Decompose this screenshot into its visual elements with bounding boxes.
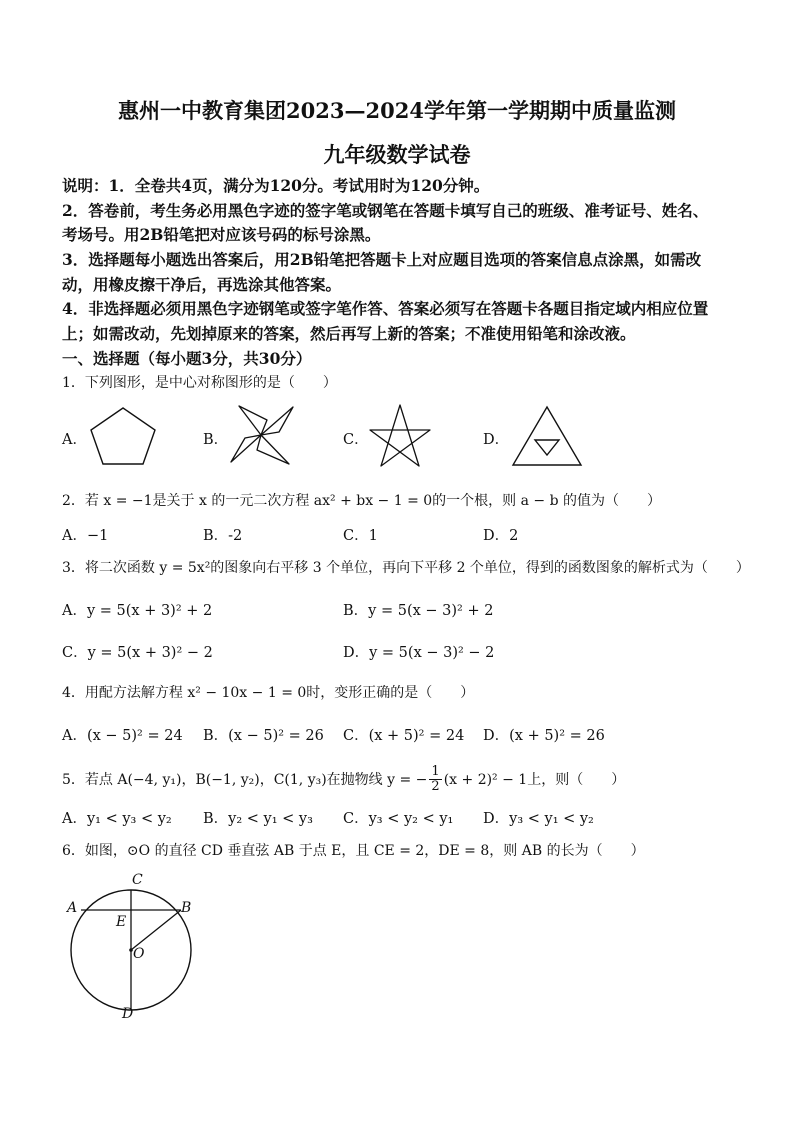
exam-subtitle: 九年级数学试卷: [323, 142, 471, 167]
triangle-in-triangle-icon: [511, 404, 583, 468]
q3-option-a: A．y = 5(x + 3)² + 2: [62, 603, 213, 619]
pinwheel-icon: [227, 402, 297, 468]
q4-option-a: A．(x − 5)² = 24: [62, 728, 183, 744]
label-d: D: [122, 1006, 134, 1022]
q1-option-b-label: B．: [203, 432, 229, 448]
question-4-stem: 4．用配方法解方程 x² − 10x − 1 = 0时，变形正确的是（ ）: [62, 685, 475, 701]
instruction-line: 考场号。用2B铅笔把对应该号码的标号涂黑。: [62, 225, 381, 244]
star-icon: [366, 403, 434, 469]
circle-diagram: [62, 868, 202, 1023]
q5-option-b: B．y₂ < y₁ < y₃: [203, 811, 313, 827]
q5-fraction: [429, 765, 441, 793]
section-heading: 一、选择题（每小题3分，共30分）: [62, 349, 312, 368]
q3-option-c: C．y = 5(x + 3)² − 2: [62, 645, 213, 661]
instruction-line: 2．答卷前，考生务必用黑色字迹的签字笔或钢笔在答题卡填写自己的班级、准考证号、姓名、: [62, 201, 709, 220]
q5-fraction-numerator: 1: [431, 764, 440, 779]
q5-option-a: A．y₁ < y₃ < y₂: [62, 811, 172, 827]
label-o: O: [133, 946, 145, 962]
instruction-line: 4．非选择题必须用黑色字迹钢笔或签字笔作答、答案必须写在答题卡各题目指定域内相应位置: [62, 299, 709, 318]
question-6-stem: 6．如图，⊙O 的直径 CD 垂直弦 AB 于点 E，且 CE = 2，DE = 8，则 AB 的长为（ ）: [62, 843, 645, 859]
question-3-stem: 3．将二次函数 y = 5x²的图象向右平移 3 个单位，再向下平移 2 个单位，得到的函数图象的解析式为（ ）: [62, 560, 750, 576]
q2-option-c: C．1: [343, 528, 378, 544]
q5-option-d: D．y₃ < y₁ < y₂: [483, 811, 594, 827]
q1-option-a-label: A．: [62, 432, 87, 448]
question-1-stem: 1．下列图形，是中心对称图形的是（ ）: [62, 375, 337, 391]
instruction-line: 动，用橡皮擦干净后，再选涂其他答案。: [62, 275, 342, 294]
q5-stem-after: (x + 2)² − 1上，则（ ）: [443, 772, 626, 789]
q5-option-c: C．y₃ < y₂ < y₁: [343, 811, 454, 827]
q4-option-d: D．(x + 5)² = 26: [483, 728, 605, 744]
label-c: C: [132, 872, 143, 888]
label-a: A: [67, 900, 78, 916]
q1-option-d-label: D．: [483, 432, 510, 448]
q5-stem-before: 5．若点 A(−4, y₁)，B(−1, y₂)，C(1, y₃)在抛物线 y = −: [62, 772, 428, 789]
q4-option-c: C．(x + 5)² = 24: [343, 728, 465, 744]
question-2-stem: 2．若 x = −1是关于 x 的一元二次方程 ax² + bx − 1 = 0的一个根，则 a − b 的值为（ ）: [62, 493, 662, 509]
q3-option-b: B．y = 5(x − 3)² + 2: [343, 603, 494, 619]
instruction-line: 3．选择题每小题选出答案后，用2B铅笔把答题卡上对应题目选项的答案信息点涂黑，如需改: [62, 250, 702, 269]
q2-option-b: B．-2: [203, 528, 243, 544]
q4-option-b: B．(x − 5)² = 26: [203, 728, 324, 744]
question-5-stem: [62, 766, 625, 794]
q1-option-c-label: C．: [343, 432, 369, 448]
segment-ob: [131, 910, 181, 950]
label-b: B: [181, 900, 192, 916]
q5-fraction-denominator: 2: [431, 778, 440, 794]
exam-title: 惠州一中教育集团2023—2024学年第一学期期中质量监测: [118, 98, 676, 123]
instruction-line: 说明：1．全卷共4页，满分为120分。考试用时为120分钟。: [62, 176, 490, 195]
instruction-line: 上；如需改动，先划掉原来的答案，然后再写上新的答案；不准使用铅笔和涂改液。: [62, 324, 636, 343]
q2-option-a: A．−1: [62, 528, 109, 544]
q2-option-d: D．2: [483, 528, 519, 544]
q3-option-d: D．y = 5(x − 3)² − 2: [343, 645, 495, 661]
label-e: E: [116, 914, 127, 930]
pentagon-icon: [88, 405, 158, 467]
